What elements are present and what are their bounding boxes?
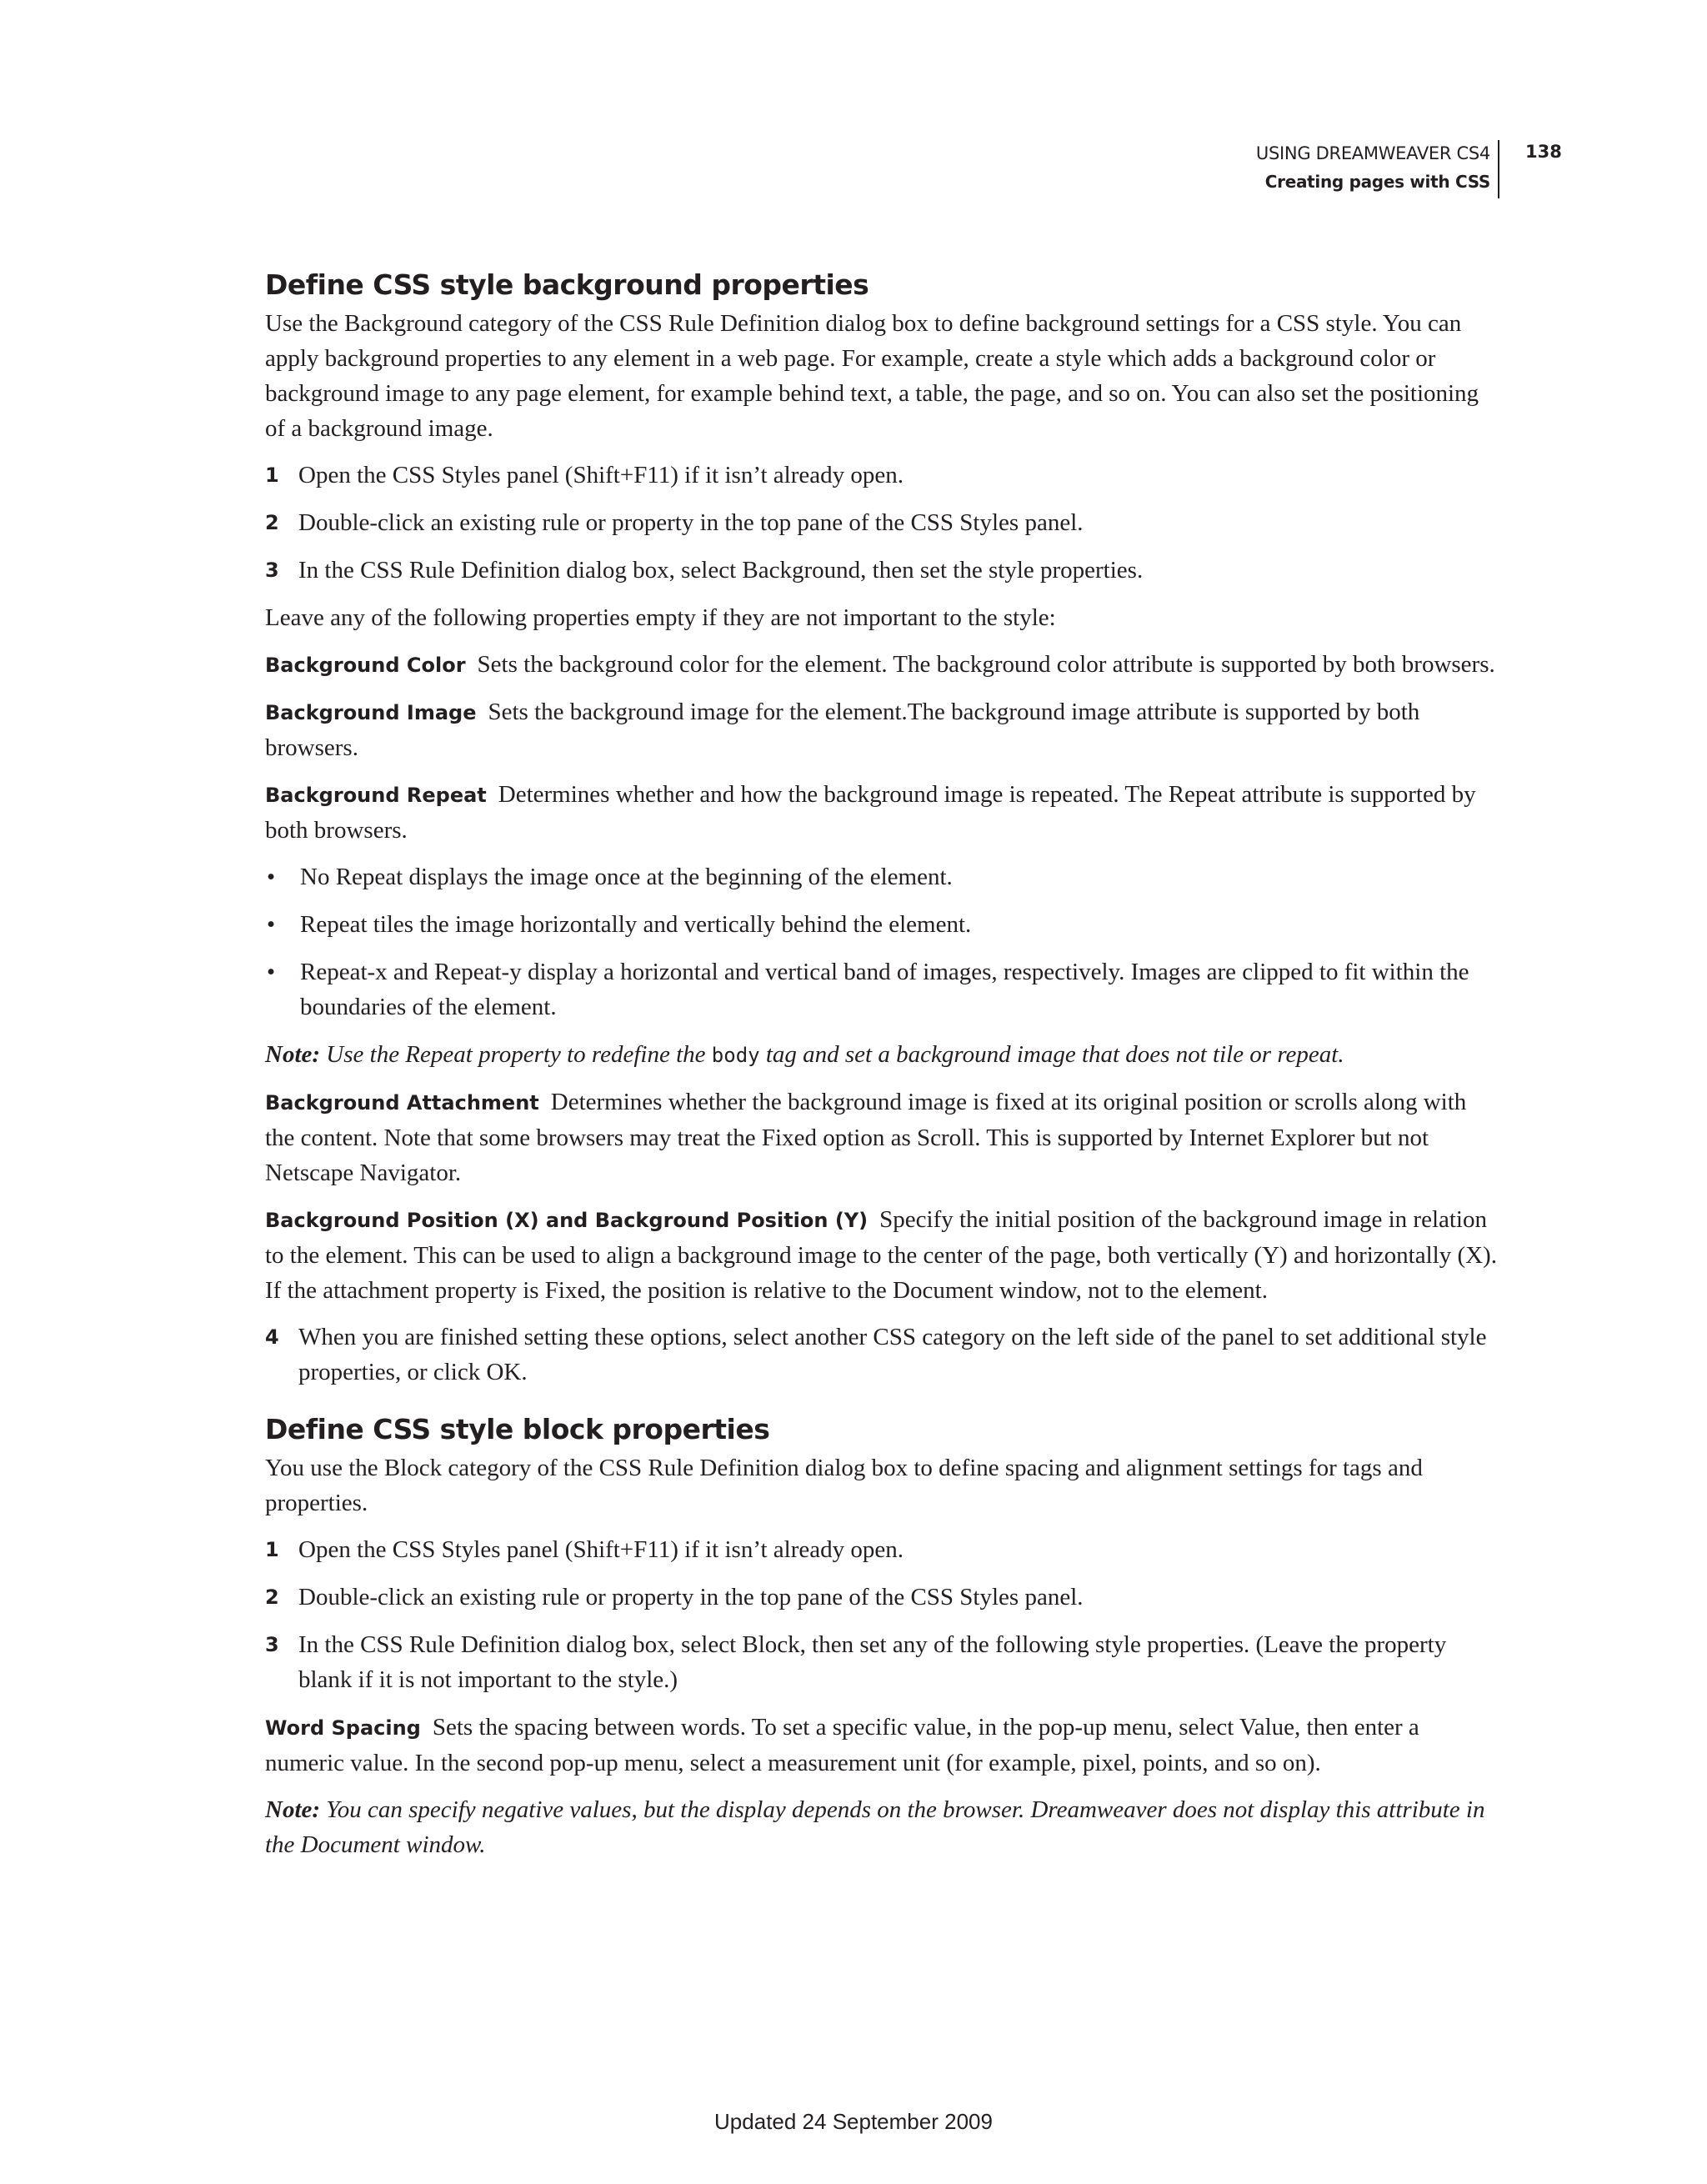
step-item bbox=[265, 458, 1499, 493]
bullet-icon: • bbox=[267, 911, 276, 938]
definition-text: Sets the spacing between words. To set a specific value, in the pop-up menu, select Value, then enter a numeric value. In the second pop-up menu, select a measurement unit (for example, pixel, points, and so on). bbox=[265, 1714, 1419, 1776]
page-number: 138 bbox=[1525, 142, 1562, 162]
step-item bbox=[265, 1627, 1499, 1697]
step-number: 4 bbox=[265, 1325, 279, 1349]
definition-text: Specify the initial position of the background image in relation to the element. This can be used to align a background image to the center of the page, both vertically (Y) and horizontally (X). If the attachment property is Fixed, the position is relative to the Document window, not to the element. bbox=[265, 1206, 1497, 1304]
definition-background-attachment bbox=[265, 1084, 1499, 1190]
definition-word-spacing bbox=[265, 1710, 1499, 1781]
definition-term: Background Repeat bbox=[265, 784, 487, 807]
section-heading: Define CSS style block properties bbox=[265, 1413, 770, 1445]
step-text: Open the CSS Styles panel (Shift+F11) if it isn’t already open. bbox=[298, 462, 904, 488]
leave-empty-paragraph: Leave any of the following properties empty if they are not important to the style: bbox=[265, 604, 1056, 631]
step-text: In the CSS Rule Definition dialog box, select Block, then set any of the following style properties. (Leave the property blank if it is not important to the style.) bbox=[298, 1631, 1447, 1693]
step-number: 2 bbox=[265, 1585, 279, 1609]
step-item bbox=[265, 505, 1499, 540]
definition-term: Background Color bbox=[265, 654, 466, 677]
definition-background-position bbox=[265, 1202, 1499, 1308]
intro-paragraph: You use the Block category of the CSS Rule Definition dialog box to define spacing and alignment settings for tags and properties. bbox=[265, 1455, 1423, 1516]
section-heading: Define CSS style background properties bbox=[265, 268, 869, 301]
note-label: Note: bbox=[265, 1796, 321, 1823]
definition-term: Background Attachment bbox=[265, 1091, 539, 1115]
bullet-text: Repeat tiles the image horizontally and vertically behind the element. bbox=[300, 911, 972, 938]
step-number: 3 bbox=[265, 559, 279, 582]
step-text: Double-click an existing rule or property in the top pane of the CSS Styles panel. bbox=[298, 509, 1084, 536]
step-number: 1 bbox=[265, 1538, 279, 1561]
definition-background-color bbox=[265, 647, 1499, 683]
step-text: In the CSS Rule Definition dialog box, select Background, then set the style properties. bbox=[298, 557, 1144, 584]
page-footer: Updated 24 September 2009 bbox=[714, 2109, 993, 2134]
definition-term: Background Image bbox=[265, 701, 477, 724]
bullet-icon: • bbox=[267, 959, 276, 985]
note-repeat bbox=[265, 1037, 1499, 1073]
step-number: 1 bbox=[265, 463, 279, 487]
header-divider bbox=[1498, 140, 1499, 198]
step-item bbox=[265, 553, 1499, 588]
bullet-icon: • bbox=[267, 864, 276, 890]
note-text: You can specify negative values, but the display depends on the browser. Dreamweaver does not display this attribute in the Document window. bbox=[265, 1796, 1485, 1858]
section-block-properties bbox=[265, 1413, 1499, 1862]
definition-text: Sets the background color for the element. The background color attribute is supported by both browsers. bbox=[477, 651, 1495, 678]
definition-text: Determines whether and how the background image is repeated. The Repeat attribute is supported by both browsers. bbox=[265, 781, 1476, 844]
note-negative-values bbox=[265, 1792, 1499, 1862]
bullet-text: No Repeat displays the image once at the beginning of the element. bbox=[300, 864, 953, 890]
step-item bbox=[265, 1580, 1499, 1615]
definition-term: Background Position (X) and Background Position (Y) bbox=[265, 1209, 869, 1232]
note-text-before: Use the Repeat property to redefine the bbox=[326, 1041, 706, 1068]
step-text: Double-click an existing rule or property in the top pane of the CSS Styles panel. bbox=[298, 1584, 1084, 1610]
definition-term: Word Spacing bbox=[265, 1716, 421, 1740]
bullet-text: Repeat-x and Repeat-y display a horizontal and vertical band of images, respectively. Images are clipped to fit within the boundaries of the element. bbox=[300, 959, 1469, 1020]
header-title: USING DREAMWEAVER CS4 bbox=[1255, 143, 1490, 163]
definition-text: Determines whether the background image is fixed at its original position or scrolls along with the content. Note that some browsers may treat the Fixed option as Scroll. This is supported by Internet Explorer but not Netscape Navigator. bbox=[265, 1089, 1467, 1186]
step-item bbox=[265, 1320, 1499, 1390]
page-content bbox=[265, 268, 1499, 1874]
definition-background-repeat bbox=[265, 777, 1499, 848]
bullet-item bbox=[265, 859, 1499, 894]
definition-text: Sets the background image for the element.The background image attribute is supported by both browsers. bbox=[265, 699, 1420, 761]
note-label: Note: bbox=[265, 1041, 321, 1068]
bullet-item bbox=[265, 954, 1499, 1024]
definition-background-image bbox=[265, 694, 1499, 765]
header-subtitle: Creating pages with CSS bbox=[1264, 172, 1490, 192]
bullet-item bbox=[265, 907, 1499, 942]
step-item bbox=[265, 1532, 1499, 1567]
note-code: body bbox=[711, 1044, 760, 1067]
note-text-after: tag and set a background image that does not tile or repeat. bbox=[765, 1041, 1344, 1068]
step-number: 2 bbox=[265, 511, 279, 534]
step-number: 3 bbox=[265, 1633, 279, 1656]
intro-paragraph: Use the Background category of the CSS Rule Definition dialog box to define background settings for a CSS style. You can apply background properties to any element in a web page. For example, create a style which adds a background color or background image to any page element, for example behind text, a table, the page, and so on. You can also set the positioning of a background image. bbox=[265, 310, 1479, 442]
section-background-properties bbox=[265, 268, 1499, 1390]
step-text: When you are finished setting these options, select another CSS category on the left side of the panel to set additional style properties, or click OK. bbox=[298, 1324, 1487, 1385]
step-text: Open the CSS Styles panel (Shift+F11) if it isn’t already open. bbox=[298, 1536, 904, 1563]
